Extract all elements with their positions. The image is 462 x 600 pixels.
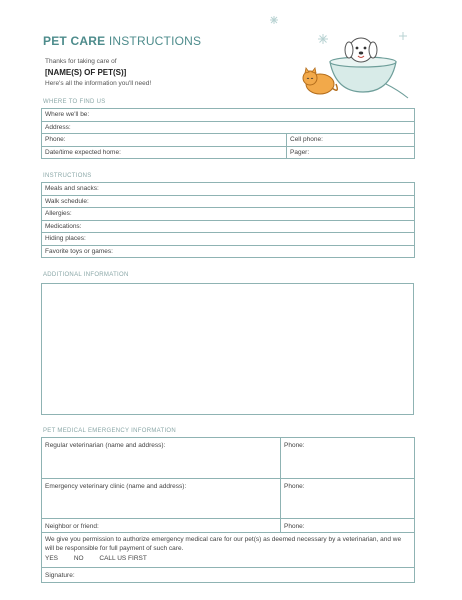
permission-text: We give you permission to authorize emergency medical care for our pet(s) as deemed necessary by a veterinarian, and we will be responsible for full payment of such care. (45, 536, 402, 552)
regular-vet-label: Regular veterinarian (name and address): (45, 442, 166, 449)
datetime-home-field[interactable] (42, 146, 287, 159)
regular-vet-phone-field[interactable] (281, 438, 415, 479)
pager-field[interactable] (287, 146, 415, 159)
medications-field[interactable] (42, 220, 415, 233)
snowflake-icon (399, 32, 407, 40)
address-label: Address: (45, 123, 71, 131)
phone-field[interactable] (42, 134, 287, 147)
allergies-label: Allergies: (45, 210, 72, 218)
title-bold: PET CARE (43, 34, 106, 48)
call-first-option[interactable]: CALL US FIRST (99, 555, 147, 562)
where-well-be-field[interactable] (42, 109, 415, 122)
meals-label: Meals and snacks: (45, 185, 99, 193)
favorite-toys-label: Favorite toys or games: (45, 247, 113, 255)
where-well-be-label: Where we'll be: (45, 111, 90, 119)
hiding-places-field[interactable] (42, 233, 415, 246)
cell-phone-label: Cell phone: (290, 136, 323, 144)
favorite-toys-field[interactable] (42, 245, 415, 258)
section-emergency-label: PET MEDICAL EMERGENCY INFORMATION (43, 428, 177, 434)
hiding-places-label: Hiding places: (45, 235, 86, 243)
signature-label: Signature: (45, 572, 75, 579)
section-instructions-label: INSTRUCTIONS (43, 173, 92, 179)
permission-block (42, 533, 415, 568)
neighbor-label: Neighbor or friend: (45, 523, 99, 530)
snowflake-icon (270, 16, 278, 24)
pager-label: Pager: (290, 148, 310, 156)
page-title (43, 34, 201, 48)
cell-phone-field[interactable] (287, 134, 415, 147)
emergency-clinic-field[interactable] (42, 479, 281, 519)
datetime-home-label: Date/time expected home: (45, 148, 121, 156)
regular-vet-field[interactable] (42, 438, 281, 479)
signature-field[interactable] (42, 568, 415, 583)
pet-names-field[interactable]: [NAME(S) OF PET(S)] (45, 68, 127, 77)
permission-options (45, 554, 411, 563)
instructions-table (41, 182, 415, 258)
medications-label: Medications: (45, 222, 82, 230)
snowflake-icon (318, 34, 328, 44)
no-option[interactable]: NO (73, 555, 84, 562)
phone-label: Phone: (45, 136, 66, 144)
cat-icon (303, 68, 337, 94)
emergency-table (41, 437, 415, 583)
emergency-clinic-phone-label: Phone: (284, 483, 305, 490)
allergies-field[interactable] (42, 208, 415, 221)
emergency-clinic-label: Emergency veterinary clinic (name and address): (45, 483, 187, 490)
intro-line-1: Thanks for taking care of (45, 58, 117, 65)
intro-line-3: Here's all the information you'll need! (45, 80, 152, 87)
section-additional-label: ADDITIONAL INFORMATION (43, 272, 129, 278)
meals-field[interactable] (42, 183, 415, 196)
additional-info-field[interactable] (41, 283, 414, 415)
neighbor-field[interactable] (42, 519, 281, 533)
title-rest: INSTRUCTIONS (105, 34, 202, 48)
walk-label: Walk schedule: (45, 197, 89, 205)
neighbor-phone-label: Phone: (284, 523, 305, 530)
where-table (41, 108, 415, 159)
yes-option[interactable]: YES (45, 555, 59, 562)
regular-vet-phone-label: Phone: (284, 442, 305, 449)
address-field[interactable] (42, 121, 415, 134)
walk-field[interactable] (42, 195, 415, 208)
section-where-label: WHERE TO FIND US (43, 99, 106, 105)
neighbor-phone-field[interactable] (281, 519, 415, 533)
pet-illustration (268, 14, 418, 100)
emergency-clinic-phone-field[interactable] (281, 479, 415, 519)
